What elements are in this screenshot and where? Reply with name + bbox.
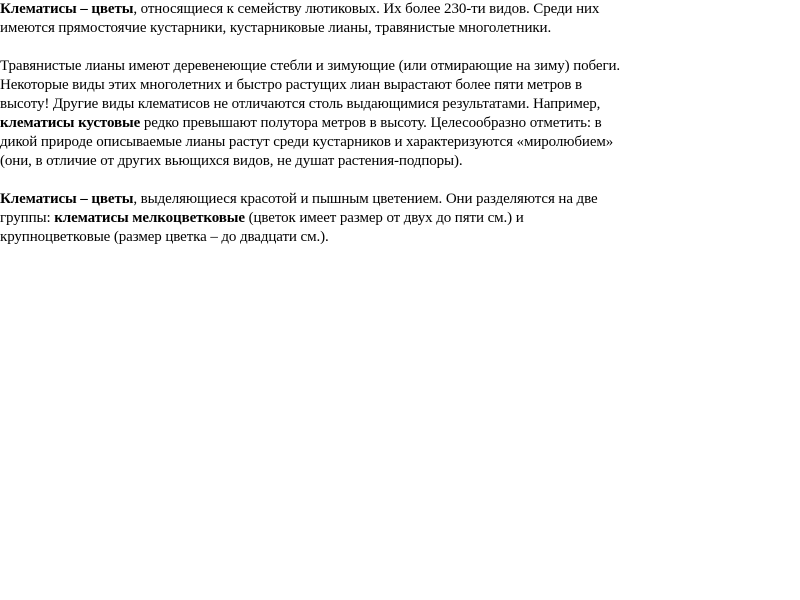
bold-term: Клематисы – цветы	[0, 191, 134, 207]
bold-term: Клематисы – цветы	[0, 1, 134, 17]
paragraph-text: редко превышают полутора метров в высоту. Целесообразно отметить: в дикой природе описываемые лианы растут среди кустарников и характеризуются «миролюбием» (они, в отличие от других вьющихся видов, не душат растения-подпоры).	[0, 115, 614, 169]
paragraph-text: , выделяющиеся красотой и пышным цветением. Они разделяются на две группы:	[0, 191, 598, 226]
article-body	[0, 0, 632, 266]
bold-term: клематисы кустовые	[0, 115, 141, 131]
paragraph-text: Травянистые лианы имеют деревенеющие стебли и зимующие (или отмирающие на зиму) побеги. Некоторые виды этих многолетних и быстро растущих лиан вырастают более пяти метров в высоту! Другие виды клематисов не отличаются столь выдающимися результатами. Например,	[0, 58, 621, 112]
bold-term: клематисы мелкоцветковые	[54, 210, 245, 226]
paragraph-text: (цветок имеет размер от двух до пяти см.) и крупноцветковые (размер цветка – до двадцати см.).	[0, 210, 524, 245]
paragraph-groups	[0, 190, 632, 247]
paragraph-intro	[0, 0, 632, 38]
paragraph-text: , относящиеся к семейству лютиковых. Их более 230-ти видов. Среди них имеются прямостоячие кустарники, кустарниковые лианы, травянистые многолетники.	[0, 1, 600, 36]
paragraph-lianas	[0, 57, 632, 171]
